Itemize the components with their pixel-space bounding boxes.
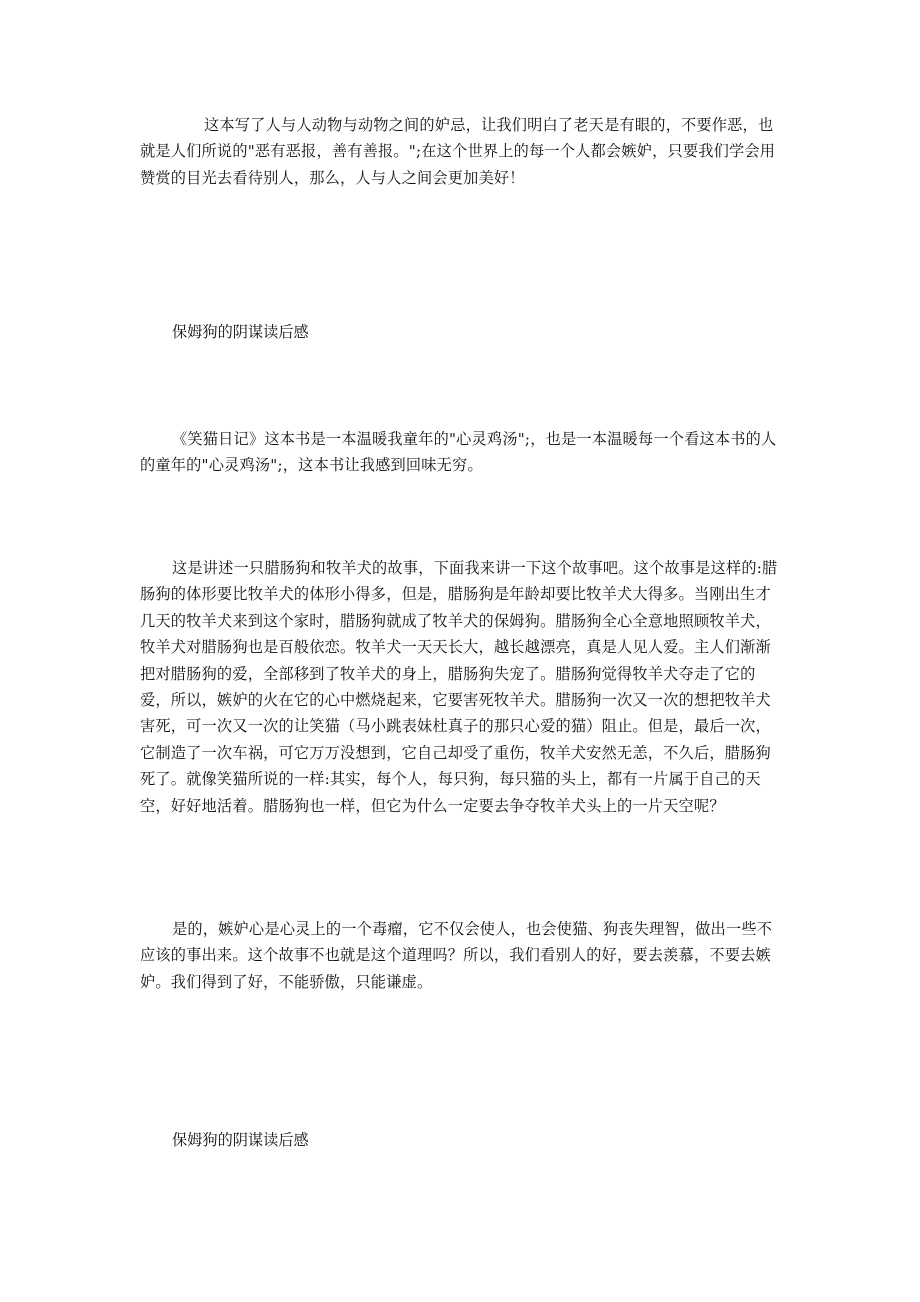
paragraph-story: 这是讲述一只腊肠狗和牧羊犬的故事，下面我来讲一下这个故事吧。这个故事是这样的:腊肠狗的体形要比牧羊犬的体形小得多，但是，腊肠狗是年龄却要比牧羊犬大得多。当刚出生才几天的牧羊犬来到这个家时，腊肠狗就成了牧羊犬的保姆狗。腊肠狗全心全意地照顾牧羊犬，牧羊犬对腊肠狗也是百般依恋。牧羊犬一天天长大，越长越漂亮，真是人见人爱。主人们渐渐把对腊肠狗的爱，全部移到了牧羊犬的身上，腊肠狗失宠了。腊肠狗觉得牧羊犬夺走了它的爱，所以，嫉妒的火在它的心中燃烧起来，它要害死牧羊犬。腊肠狗一次又一次的想把牧羊犬害死，可一次又一次的让笑猫（马小跳表妹杜真子的那只心爱的猫）阻止。但是，最后一次，它制造了一次车祸，可它万万没想到，它自己却受了重伤，牧羊犬安然无恙，不久后，腊肠狗死了。就像笑猫所说的一样:其实，每个人，每只狗，每只猫的头上，都有一片属于自己的天空，好好地活着。腊肠狗也一样，但它为什么一定要去争夺牧羊犬头上的一片天空呢？ [140,559,778,815]
paragraph-conclusion: 是的，嫉妒心是心灵上的一个毒瘤，它不仅会使人，也会使猫、狗丧失理智，做出一些不应该的事出来。这个故事不也就是这个道理吗？所以，我们看别人的好，要去羡慕，不要去嫉妒。我们得到了好，不能骄傲，只能谦虚。 [140,920,773,991]
section-heading: 保姆狗的阴谋读后感 [172,323,309,341]
section-heading-repeat: 保姆狗的阴谋读后感 [172,1131,309,1149]
paragraph-book-intro: 《笑猫日记》这本书是一本温暖我童年的"心灵鸡汤";，也是一本温暖每一个看这本书的人的童年的"心灵鸡汤";，这本书让我感到回味无穷。 [140,430,777,475]
paragraph-intro: 这本写了人与人动物与动物之间的妒忌，让我们明白了老天是有眼的，不要作恶，也就是人们所说的"恶有恶报，善有善报。";在这个世界上的每一个人都会嫉妒，只要我们学会用赞赏的目光去看待别人，那么，人与人之间会更加美好！ [140,116,776,187]
